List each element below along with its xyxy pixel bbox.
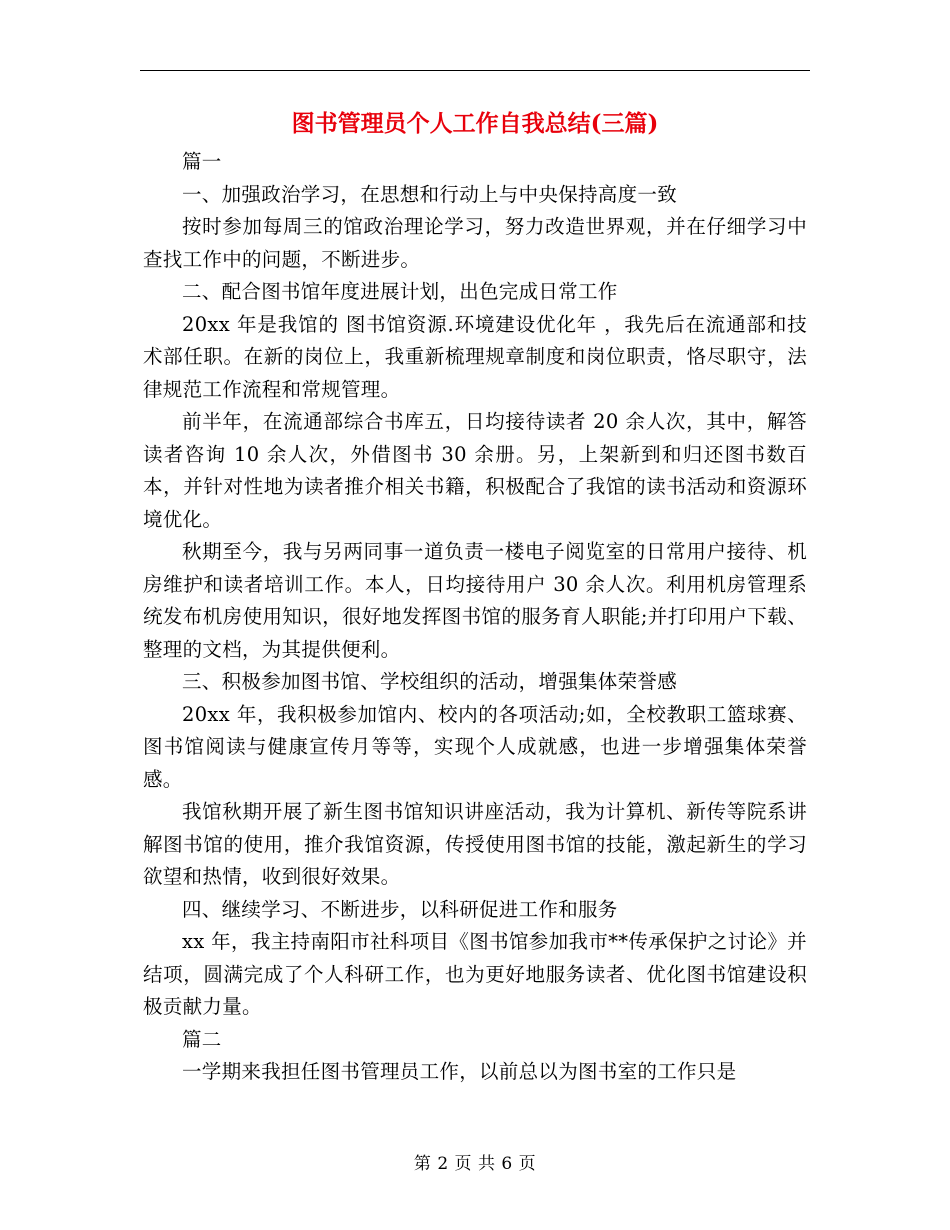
paragraph-first-half-year: 前半年，在流通部综合书库五，日均接待读者 20 余人次，其中，解答读者咨询 10 余人次，外借图书 30 余册。另，上架新到和归还图书数百本，并针对性地为读者推介相关书籍，积极配合了我馆的读书活动和资源环境优化。 [143, 410, 807, 531]
paragraph-politics-study: 按时参加每周三的馆政治理论学习，努力改造世界观，并在仔细学习中查找工作中的问题，不断进步。 [143, 215, 807, 271]
paragraph-section-two-intro: 一学期来我担任图书管理员工作，以前总以为图书室的工作只是 [182, 1060, 737, 1083]
paragraph-heading-activities: 三、积极参加图书馆、学校组织的活动，增强集体荣誉感 [182, 670, 678, 693]
paragraph-research-project: xx 年，我主持南阳市社科项目《图书馆参加我市**传承保护之讨论》并结项，圆满完成了个人科研工作，也为更好地服务读者、优化图书馆建设积极贡献力量。 [143, 930, 807, 1018]
paragraph-activities-detail: 20xx 年，我积极参加馆内、校内的各项活动;如，全校教职工篮球赛、图书馆阅读与健康宣传月等等，实现个人成就感，也进一步增强集体荣誉感。 [143, 702, 807, 791]
paragraph-year-positions: 20xx 年是我馆的 图书馆资源.环境建设优化年 ，我先后在流通部和技术部任职。在新的岗位上，我重新梳理规章制度和岗位职责，恪尽职守，法律规范工作流程和常规管理。 [143, 312, 807, 401]
document-title: 图书管理员个人工作自我总结(三篇) [291, 110, 659, 137]
paragraph-heading-research: 四、继续学习、不断进步，以科研促进工作和服务 [182, 897, 618, 921]
paragraph-heading-daily-work: 二、配合图书馆年度进展计划，出色完成日常工作 [182, 280, 618, 303]
page-number-label: 第 2 页 共 6 页 [413, 1154, 537, 1174]
document-body [143, 146, 807, 1089]
header-rule [140, 70, 810, 71]
paragraph-freshman-lecture: 我馆秋期开展了新生图书馆知识讲座活动，我为计算机、新传等院系讲解图书馆的使用，推介我馆资源，传授使用图书馆的技能，激起新生的学习欲望和热情，收到很好效果。 [143, 800, 807, 888]
paragraph-section-one-heading: 篇一 [182, 150, 222, 173]
paragraph-section-two-heading: 篇二 [182, 1027, 222, 1051]
paragraph-autumn-reading-room: 秋期至今，我与另两同事一道负责一楼电子阅览室的日常用户接待、机房维护和读者培训工作。本人，日均接待用户 30 余人次。利用机房管理系统发布机房使用知识，很好地发挥图书馆的服务育人职能;并打印用户下载、整理的文档，为其提供便利。 [143, 540, 807, 661]
paragraph-heading-politics: 一、加强政治学习，在思想和行动上与中央保持高度一致 [182, 182, 678, 206]
page-footer [0, 1152, 950, 1176]
